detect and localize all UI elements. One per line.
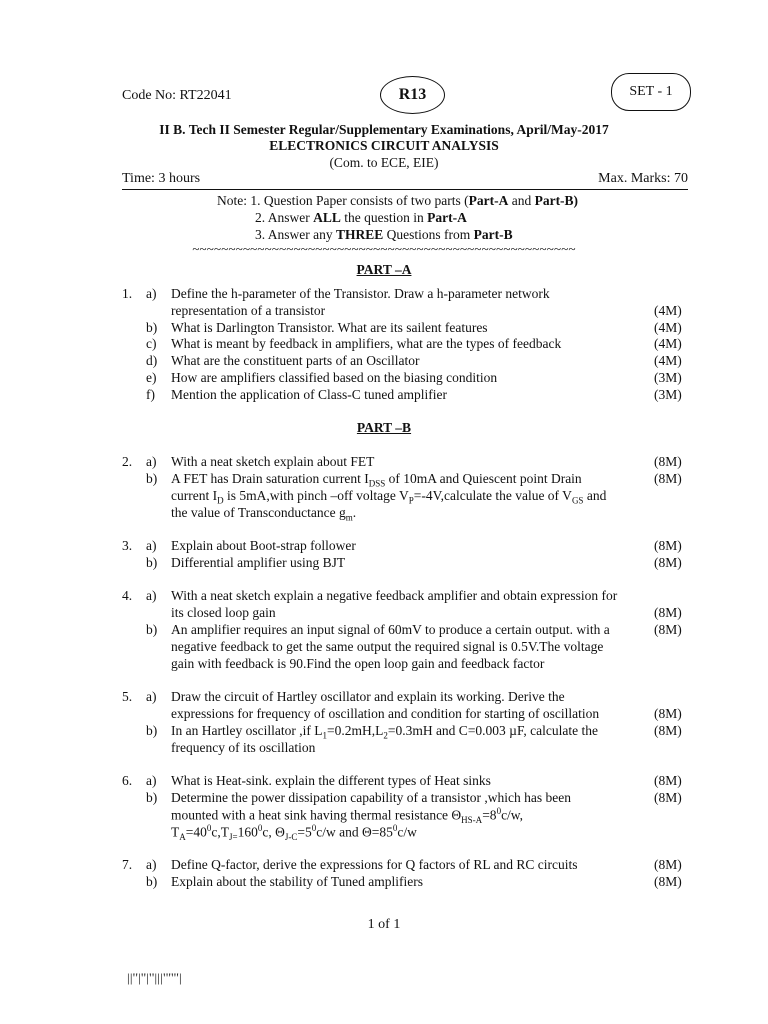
q1f-text: Mention the application of Class-C tuned amplifier xyxy=(171,387,447,402)
q5b-text-line1: In an Hartley oscillator ,if $L_1=0.2mH,L_2=0.3mH$ and C=0.003 µF, calculate the xyxy=(171,723,598,741)
q1f-marks: (3M) xyxy=(654,387,682,402)
q6b-marks: (8M) xyxy=(654,790,682,805)
q7b-marks: (8M) xyxy=(654,874,682,889)
branches: (Com. to ECE, EIE) xyxy=(329,155,439,170)
header-rule xyxy=(122,189,688,190)
q1f-label: f) xyxy=(146,387,155,402)
q7a-label: a) xyxy=(146,857,157,872)
q2a-text: With a neat sketch explain about FET xyxy=(171,454,375,469)
question-1-number: 1. xyxy=(122,286,133,301)
q1b-text: What is Darlington Transistor. What are its sailent features xyxy=(171,320,488,335)
q4b-marks: (8M) xyxy=(654,622,682,637)
question-4-number: 4. xyxy=(122,588,133,603)
q3a-text: Explain about Boot-strap follower xyxy=(171,538,356,553)
exam-title: II B. Tech II Semester Regular/Supplementary Examinations, April/May-2017 xyxy=(159,122,609,137)
q3b-text: Differential amplifier using BJT xyxy=(171,555,346,570)
q1a-text-line2: representation of a transistor xyxy=(171,303,326,318)
separator-tilde: ~~~~~~~~~~~~~~~~~~~~~~~~~~~~~~~~~~~~~~~~~~~~~~~~~~~~~ xyxy=(192,241,576,256)
q6b-text-line2: mounted with a heat sink having thermal resistance $\Theta_{HS-A}=8^0c/w$, xyxy=(171,806,524,826)
q6b-text-line3: $T_A=40^0c,T_{J=}160^0c$, $\Theta_{J-C}=5^0c/w$ and $\Theta=85^0c/w$ xyxy=(171,823,417,843)
q7b-text: Explain about the stability of Tuned amplifiers xyxy=(171,874,423,889)
q1c-marks: (4M) xyxy=(654,336,682,351)
q3a-marks: (8M) xyxy=(654,538,682,553)
q6b-label: b) xyxy=(146,790,158,805)
q5b-marks: (8M) xyxy=(654,723,682,738)
q1c-label: c) xyxy=(146,336,157,351)
q4a-text-line2: its closed loop gain xyxy=(171,605,276,620)
q4b-text-line3: gain with feedback is 90.Find the open loop gain and feedback factor xyxy=(171,656,545,671)
question-paper-code: Code No: RT22041 xyxy=(122,88,232,103)
q6a-marks: (8M) xyxy=(654,773,682,788)
q1a-label: a) xyxy=(146,286,157,301)
q1a-text-line1: Define the h-parameter of the Transistor. Draw a h-parameter network xyxy=(171,286,550,301)
q1e-text: How are amplifiers classified based on the biasing condition xyxy=(171,370,498,385)
q5a-label: a) xyxy=(146,689,157,704)
q4b-label: b) xyxy=(146,622,158,637)
q2b-marks: (8M) xyxy=(654,471,682,486)
q5b-label: b) xyxy=(146,723,158,738)
question-3-number: 3. xyxy=(122,538,133,553)
q3b-label: b) xyxy=(146,555,158,570)
q1a-marks: (4M) xyxy=(654,303,682,318)
q5a-text-line1: Draw the circuit of Hartley oscillator and explain its working. Derive the xyxy=(171,689,565,704)
q5a-text-line2: expressions for frequency of oscillation and condition for starting of oscillation xyxy=(171,706,600,721)
note-1: Note: 1. Question Paper consists of two parts (Part-A and Part-B) xyxy=(217,193,579,208)
q4a-label: a) xyxy=(146,588,157,603)
page-number: 1 of 1 xyxy=(367,917,401,932)
q2b-text-line1: A FET has Drain saturation current $I_{DSS}$ of 10mA and Quiescent point Drain xyxy=(171,471,582,489)
subject-title: ELECTRONICS CIRCUIT ANALYSIS xyxy=(269,138,499,153)
question-6-number: 6. xyxy=(122,773,133,788)
q1c-text: What is meant by feedback in amplifiers, what are the types of feedback xyxy=(171,336,562,351)
q5b-text-line2: frequency of its oscillation xyxy=(171,740,316,755)
q2a-label: a) xyxy=(146,454,157,469)
question-5-number: 5. xyxy=(122,689,133,704)
set-badge: SET - 1 xyxy=(611,73,691,111)
q1d-label: d) xyxy=(146,353,158,368)
note-3: 3. Answer any THREE Questions from Part-B xyxy=(255,227,513,242)
barcode-marks: ||''|''|''|||''''''| xyxy=(127,970,182,985)
q1d-marks: (4M) xyxy=(654,353,682,368)
question-2-number: 2. xyxy=(122,454,133,469)
q1d-text: What are the constituent parts of an Oscillator xyxy=(171,353,420,368)
q4b-text-line2: negative feedback to get the same output the required signal is 0.5V.The voltage xyxy=(171,639,604,654)
q4a-text-line1: With a neat sketch explain a negative feedback amplifier and obtain expression for xyxy=(171,588,618,603)
q7a-marks: (8M) xyxy=(654,857,682,872)
q3a-label: a) xyxy=(146,538,157,553)
regulation-badge: R13 xyxy=(380,76,445,114)
exam-duration: Time: 3 hours xyxy=(122,171,201,186)
q2b-text-line2: current $I_D$ is 5mA,with pinch –off voltage $V_P=-4V,calculate$ the value of $V_{GS}$ and xyxy=(171,488,607,506)
q7b-label: b) xyxy=(146,874,158,889)
q4a-marks: (8M) xyxy=(654,605,682,620)
q2b-label: b) xyxy=(146,471,158,486)
q3b-marks: (8M) xyxy=(654,555,682,570)
q1e-marks: (3M) xyxy=(654,370,682,385)
question-7-number: 7. xyxy=(122,857,133,872)
q5a-marks: (8M) xyxy=(654,706,682,721)
q2b-text-line3: the value of Transconductance $g_m$. xyxy=(171,505,357,523)
q1b-label: b) xyxy=(146,320,158,335)
q7a-text: Define Q-factor, derive the expressions for Q factors of RL and RC circuits xyxy=(171,857,578,872)
q6a-label: a) xyxy=(146,773,157,788)
q1b-marks: (4M) xyxy=(654,320,682,335)
q6a-text: What is Heat-sink. explain the different types of Heat sinks xyxy=(171,773,491,788)
q6b-text-line1: Determine the power dissipation capability of a transistor ,which has been xyxy=(171,790,572,805)
max-marks: Max. Marks: 70 xyxy=(598,171,688,186)
q4b-text-line1: An amplifier requires an input signal of 60mV to produce a certain output. with a xyxy=(171,622,610,637)
part-b-heading: PART –B xyxy=(356,420,412,435)
part-a-heading: PART –A xyxy=(356,262,412,277)
q1e-label: e) xyxy=(146,370,157,385)
q2a-marks: (8M) xyxy=(654,454,682,469)
note-2: 2. Answer ALL the question in Part-A xyxy=(255,210,467,225)
